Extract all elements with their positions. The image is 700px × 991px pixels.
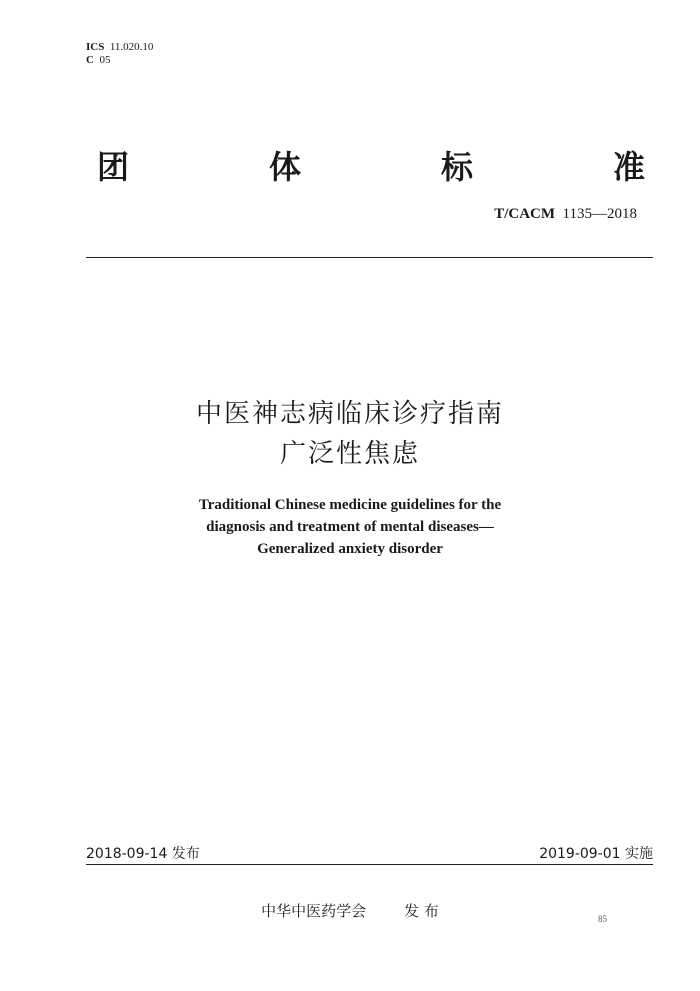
top-divider (86, 257, 653, 258)
bottom-divider (86, 864, 653, 865)
publish-date: 2018-09-14 发布 (86, 846, 200, 862)
title-cn-line1: 中医神志病临床诊疗指南 (195, 399, 504, 429)
issuer (0, 900, 700, 921)
implement-date: 2019-09-01 实施 (539, 846, 653, 862)
doc-type-char: 准 (612, 148, 645, 186)
ics-line (86, 41, 153, 54)
document-type-title (97, 142, 645, 188)
title-en-line2: diagnosis and treatment of mental diseases— (206, 519, 494, 535)
ccs-code: 05 (99, 54, 111, 66)
issuer-name: 中华中医药学会 (261, 902, 367, 920)
doc-type-char: 体 (268, 148, 301, 186)
ccs-line (86, 54, 153, 67)
standard-prefix: T/CACM (494, 206, 556, 222)
issue-word: 发 布 (404, 902, 439, 920)
standard-number (494, 206, 637, 223)
doc-type-char: 团 (97, 148, 130, 186)
title-en (0, 494, 700, 560)
title-cn-line2: 广泛性焦虑 (279, 439, 420, 469)
ics-label: ICS (86, 41, 105, 53)
title-en-line1: Traditional Chinese medicine guidelines for the (198, 497, 502, 513)
ics-classification (86, 41, 153, 67)
page-number: 85 (598, 914, 607, 924)
ccs-label: C (86, 54, 94, 66)
title-en-line3: Generalized anxiety disorder (257, 541, 443, 557)
standard-id: 1135—2018 (562, 206, 637, 222)
doc-type-char: 标 (440, 148, 473, 186)
ics-code: 11.020.10 (109, 41, 154, 53)
